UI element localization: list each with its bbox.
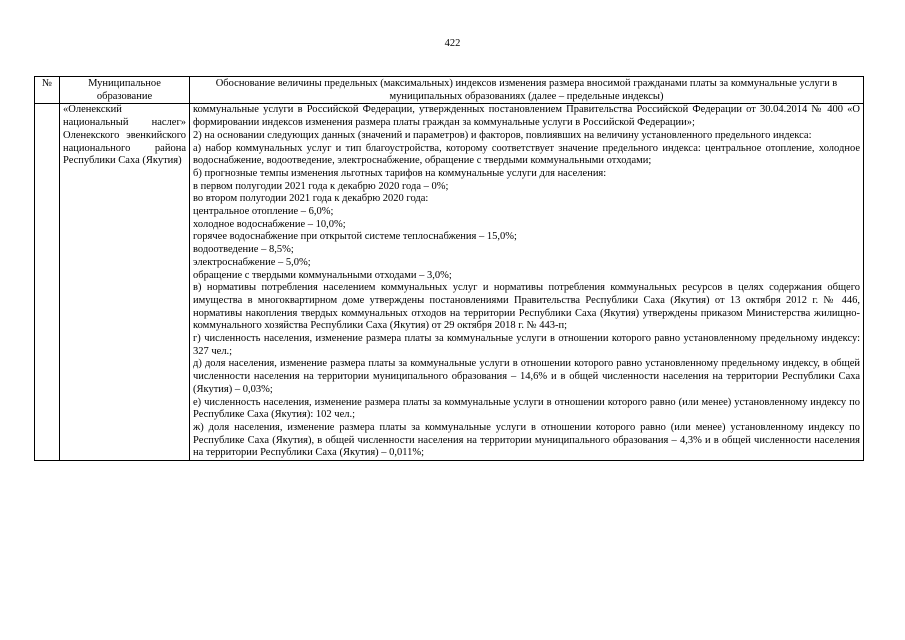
paragraph: обращение с твердыми коммунальными отходами – 3,0%; [193,269,452,281]
row-justification [190,104,864,461]
paragraph: электроснабжение – 5,0%; [193,256,311,268]
paragraph: а) набор коммунальных услуг и тип благоустройства, которому соответствует значение предельного индекса: центральное отопление, холодное водоснабжение, водоотведение, электроснабжение, обращение с твердыми коммунальными отходами; [193,142,860,167]
paragraph: д) доля населения, изменение размера платы за коммунальные услуги в отношении которого равно установленному предельному индексу, в общей численности населения на территории муниципального образования – 14,6% и в общей численности населения на территории Республики Саха (Якутия) – 0,03%; [193,358,860,395]
paragraph: во втором полугодии 2021 года к декабрю 2020 года: [193,193,429,205]
paragraph: в первом полугодии 2021 года к декабрю 2020 года – 0%; [193,180,449,192]
table-header-row [35,77,864,104]
indices-table [34,76,864,461]
paragraph: горячее водоснабжение при открытой системе теплоснабжения – 15,0%; [193,231,517,243]
row-municipality: «Оленекский национальный наслег» Оленекского эвенкийского национального района Республики Саха (Якутия) [60,104,190,461]
paragraph: коммунальные услуги в Российской Федерации, утвержденных постановлением Правительства Российской Федерации от 30.04.2014 № 400 «О формировании индексов изменения размера платы граждан за коммунальные услуги в Российской Федерации»; [193,104,860,129]
paragraph: ж) доля населения, изменение размера платы за коммунальные услуги в отношении которого равно (или менее) установленному индексу по Республике Саха (Якутия), в общей численности населения на территории муниципального образования – 4,3% и в общей численности населения на территории Республики Саха (Якутия) – 0,011%; [193,421,860,459]
paragraph: в) нормативы потребления населением коммунальных услуг и нормативы потребления коммунальных ресурсов в целях содержания общего имущества в многоквартирном доме утверждены постановлениями Правительства Республики Саха (Якутия) от 13 октября 2012 г. № 446, нормативы накопления твердых коммунальных отходов на территории Республики Саха (Якутия) утверждены приказом Министерства жилищно-коммунального хозяйства Республики Саха (Якутия) от 29 октября 2018 г. № 443-п; [193,282,860,332]
paragraph: 2) на основании следующих данных (значений и параметров) и факторов, повлиявших на величину установленного предельного индекса: [193,129,812,141]
page-number: 422 [444,38,461,49]
paragraph: холодное водоснабжение – 10,0%; [193,218,346,230]
row-number [35,104,60,461]
paragraph: центральное отопление – 6,0%; [193,206,334,218]
header-municipality: Муниципальное образование [60,77,190,104]
paragraph: б) прогнозные темпы изменения льготных тарифов на коммунальные услуги для населения: [193,167,607,179]
header-number: № [35,77,60,104]
paragraph: е) численность населения, изменение размера платы за коммунальные услуги в отношении которого равно (или менее) установленному индексу по Республике Саха (Якутия): 102 чел.; [193,396,860,421]
paragraph: г) численность населения, изменение размера платы за коммунальные услуги в отношении которого равно установленному предельному индексу: 327 чел.; [193,333,860,357]
paragraph: водоотведение – 8,5%; [193,244,294,256]
table-row [35,104,864,461]
header-justification: Обоснование величины предельных (максимальных) индексов изменения размера вносимой гражданами платы за коммунальные услуги в муниципальных образованиях (далее – предельные индексы) [190,77,864,104]
